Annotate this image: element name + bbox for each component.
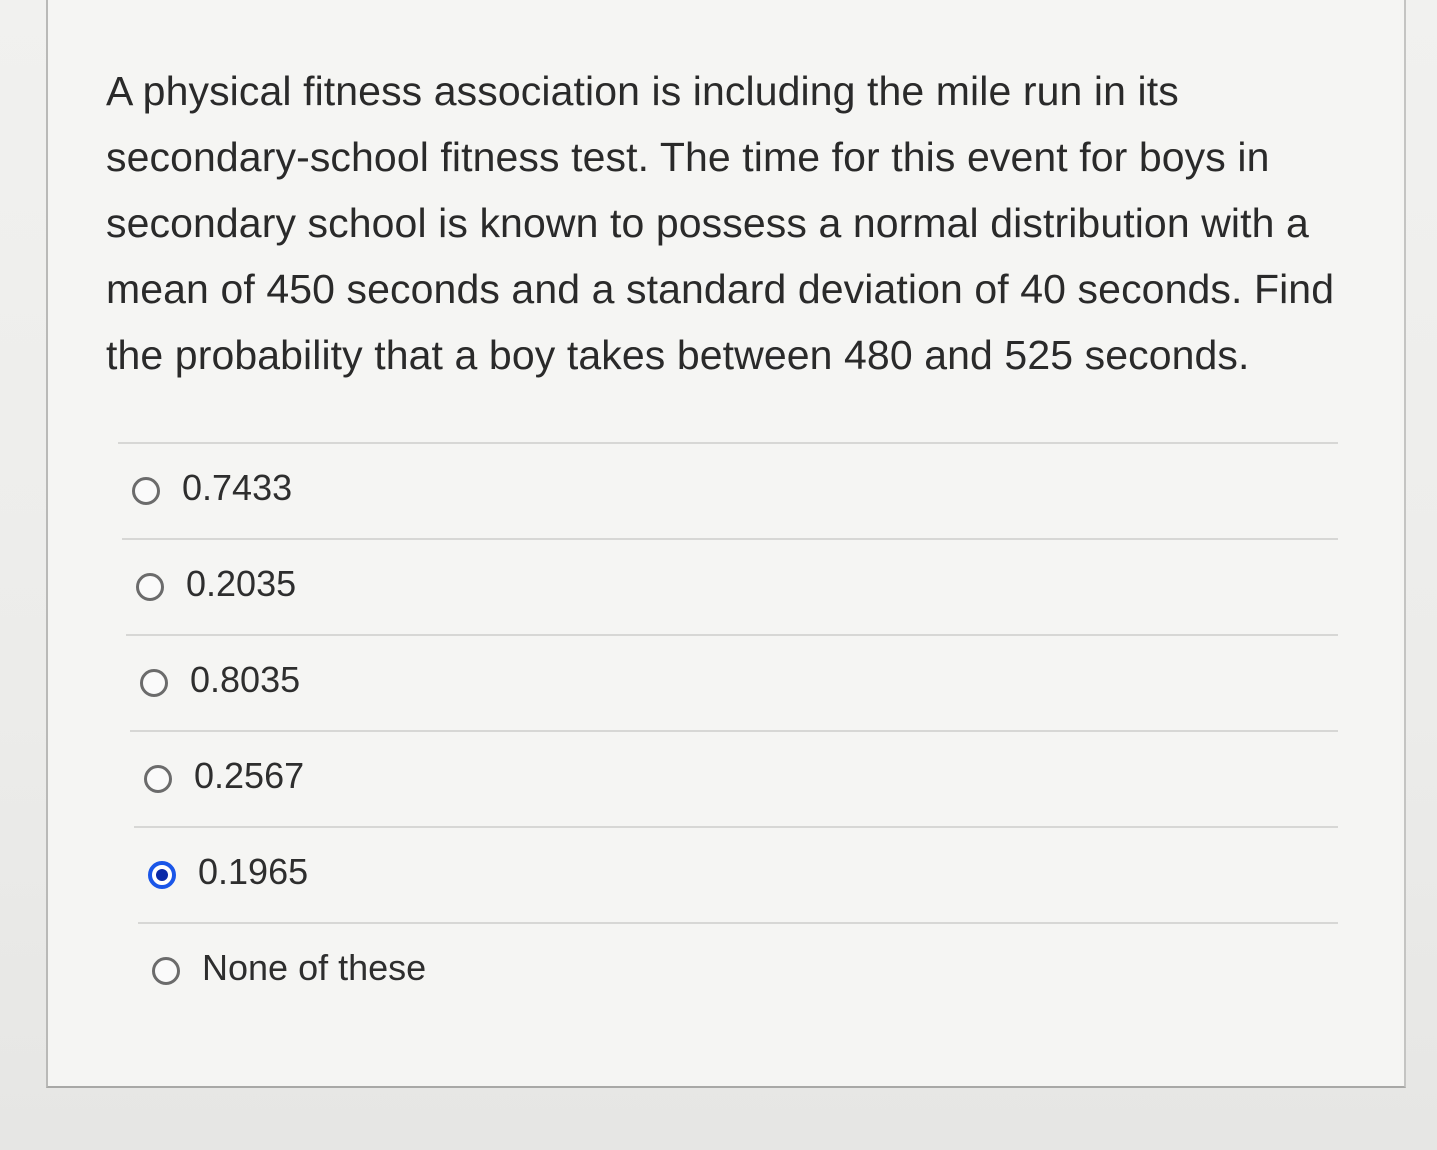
answer-label: 0.2567 <box>194 755 305 796</box>
radio-button-icon[interactable] <box>152 957 180 985</box>
radio-button-icon[interactable] <box>132 477 160 505</box>
answer-option-1[interactable] <box>118 442 1338 538</box>
radio-button-icon[interactable] <box>140 669 168 697</box>
answer-label: 0.8035 <box>190 659 301 700</box>
question-text: A physical fitness association is including the mile run in its secondary-school fitness test. The time for this event for boys in secondary school is known to possess a normal distribution with a mean of 450 seconds and a standard deviation of 40 seconds. Find the probability that a boy takes between 480 and 525 seconds. <box>106 68 1335 378</box>
answer-label: 0.1965 <box>198 851 309 892</box>
answer-option-4[interactable] <box>130 730 1338 826</box>
radio-button-icon[interactable] <box>136 573 164 601</box>
answer-label: 0.7433 <box>182 467 293 508</box>
question-card <box>46 0 1406 1088</box>
answer-label: 0.2035 <box>186 563 297 604</box>
answer-option-2[interactable] <box>122 538 1338 634</box>
answer-option-5[interactable] <box>134 826 1338 922</box>
answer-options <box>118 442 1338 1018</box>
radio-button-icon[interactable] <box>144 765 172 793</box>
answer-option-6[interactable] <box>138 922 1338 1018</box>
answer-label: None of these <box>202 947 427 988</box>
answer-option-3[interactable] <box>126 634 1338 730</box>
radio-button-selected-icon[interactable] <box>148 861 176 889</box>
